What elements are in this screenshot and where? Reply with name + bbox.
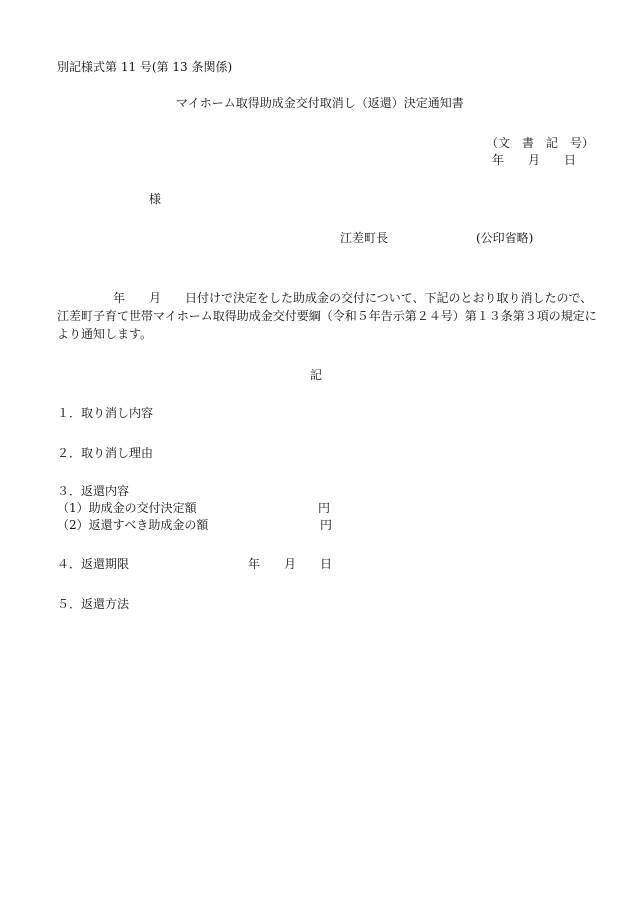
yen-unit: 円 — [318, 501, 331, 515]
recipient-line: 様 — [149, 192, 162, 206]
document-title: マイホーム取得助成金交付取消し（返還）決定通知書 — [176, 96, 464, 110]
body-paragraph-line: 年 月 日付けで決定をした助成金の交付について、下記のとおり取り消したので、 — [113, 291, 593, 305]
document-number: （文 書 記 号） — [486, 136, 595, 150]
body-paragraph-line: 江差町子育て世帯マイホーム取得助成金交付要綱（令和５年告示第２４号）第１３条第３項の規定に — [57, 309, 597, 323]
item-refund-amount: （2）返還すべき助成金の額 — [57, 518, 209, 532]
item-refund-deadline: ４．返還期限 — [57, 557, 130, 571]
form-label: 別記様式第 11 号(第 13 条関係) — [57, 60, 233, 74]
yen-unit: 円 — [320, 518, 333, 532]
refund-deadline-date: 年 月 日 — [248, 557, 333, 571]
item-cancellation-reason: ２．取り消し理由 — [57, 446, 154, 460]
item-cancellation-content: １．取り消し内容 — [57, 406, 154, 420]
item-refund-method: ５．返還方法 — [57, 597, 130, 611]
seal-note: (公印省略) — [476, 231, 534, 245]
body-paragraph-line: より通知します。 — [57, 327, 153, 341]
document-date: 年 月 日 — [492, 153, 577, 167]
ki-heading: 記 — [310, 368, 323, 382]
sender-name: 江差町長 — [340, 231, 389, 245]
item-grant-decision-amount: （1）助成金の交付決定額 — [57, 501, 197, 515]
item-refund-content: ３．返還内容 — [57, 484, 130, 498]
